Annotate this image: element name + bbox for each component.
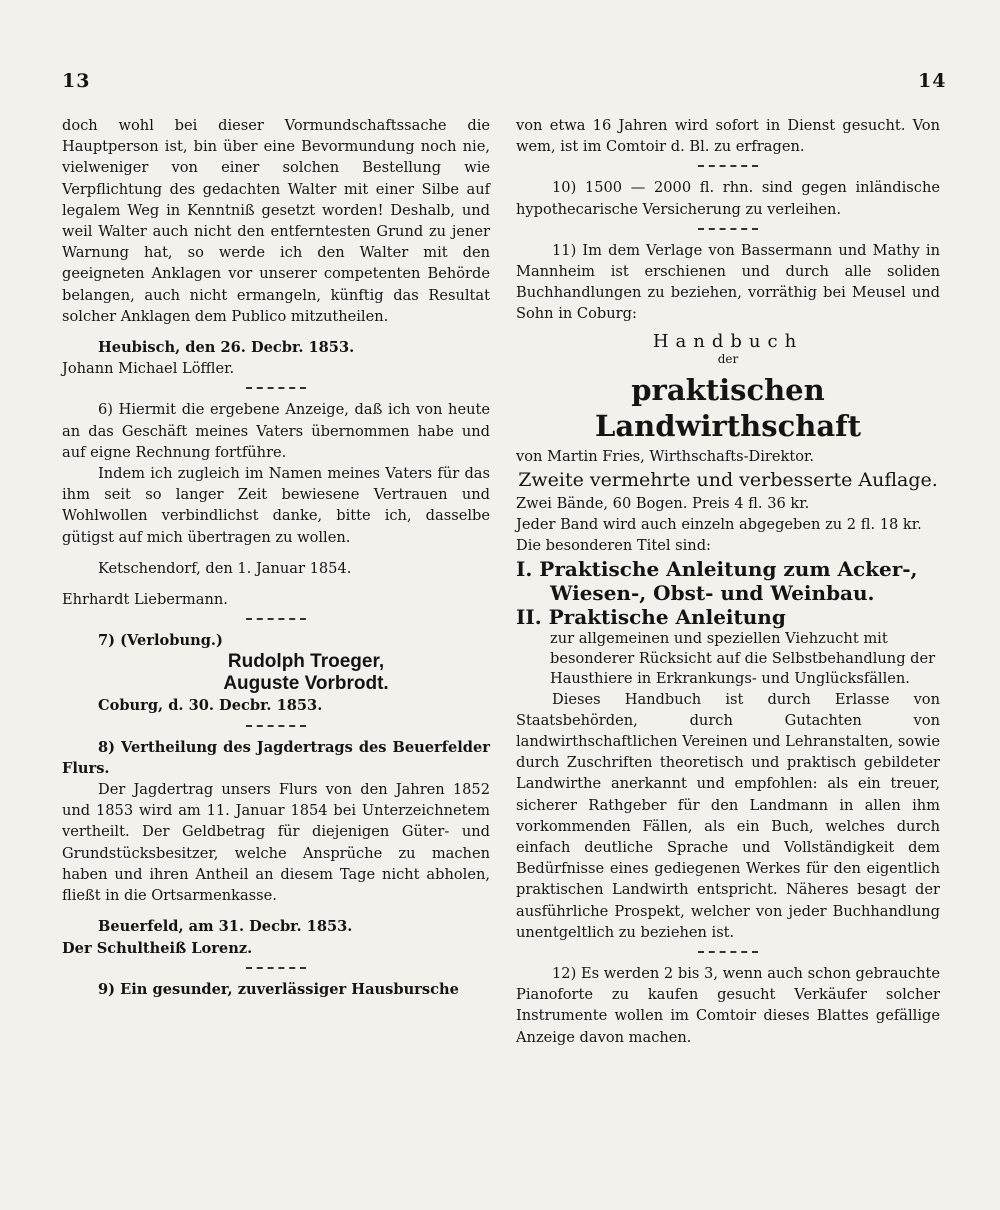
book-volume-2: II. Praktische Anleitung bbox=[516, 604, 786, 629]
notice-9-text: 9) Ein gesunder, zuverlässiger Hausbursche bbox=[98, 980, 459, 998]
book-title-handbuch: Handbuch bbox=[652, 330, 804, 352]
separator-rule bbox=[698, 951, 758, 953]
separator-rule bbox=[246, 967, 306, 969]
separator-rule bbox=[246, 618, 306, 620]
book-price: Zwei Bände, 60 Bogen. Preis 4 fl. 36 kr. bbox=[516, 495, 810, 513]
engagement-names bbox=[62, 651, 490, 695]
book-single-price: Jeder Band wird auch einzeln abgegeben zu 2 fl. 18 kr. bbox=[516, 516, 922, 534]
left-column bbox=[62, 115, 490, 1000]
notice-8-place-date: Beuerfeld, am 31. Decbr. 1853. bbox=[98, 918, 353, 936]
notice-6-place-date: Ketschendorf, den 1. Januar 1854. bbox=[98, 559, 352, 577]
notice-6-text: 6) Hiermit die ergebene Anzeige, daß ich von heute an das Geschäft meines Vaters übernommen habe und auf eigne Rechnung fortführe. bbox=[62, 401, 490, 461]
book-byline: von Martin Fries, Wirthschafts-Direktor. bbox=[516, 447, 815, 465]
separator-rule bbox=[698, 228, 758, 230]
notice-continued-text: doch wohl bei dieser Vormundschaftssache die Hauptperson ist, bin über eine Bevormundung noch nie, vielweniger von einer solchen Bestellung wie Verpflichtung des gedachten Walter mit einer Silbe auf legalem Weg in Kenntniß gesetzt worden! Deshalb, und weil Walter auch nicht den entferntesten Grund zu jener Warnung hat, so werde ich den Walter mit den geeigneten Anklagen vor unserer competenten Behörde belangen, auch nicht ermangeln, künftig das Resultat solcher Anklagen dem Publico mitzutheilen. bbox=[62, 117, 490, 325]
notice-8-heading: 8) Vertheilung des Jagdertrags des Beuerfelder Flurs. bbox=[62, 738, 490, 777]
notice-11-text: 11) Im dem Verlage von Bassermann und Mathy in Mannheim ist erschienen und durch alle soliden Buchhandlungen zu beziehen, vorräthig bei Meusel und Sohn in Coburg: bbox=[516, 241, 940, 323]
notice-signature: Johann Michael Löffler. bbox=[62, 360, 235, 378]
book-title-der: der bbox=[717, 351, 739, 366]
book-volume-1: I. Praktische Anleitung zum Acker-, Wiesen-, Obst- und Weinbau. bbox=[516, 556, 918, 605]
notice-9-continued-text: von etwa 16 Jahren wird sofort in Dienst gesucht. Von wem, ist im Comtoir d. Bl. zu erfragen. bbox=[516, 117, 940, 156]
notice-7-place-date: Coburg, d. 30. Decbr. 1853. bbox=[98, 697, 323, 715]
book-edition: Zweite vermehrte und verbesserte Auflage. bbox=[518, 469, 938, 492]
book-titles-intro: Die besonderen Titel sind: bbox=[516, 537, 711, 555]
page-number-left: 13 bbox=[62, 70, 91, 92]
right-column bbox=[516, 115, 940, 1048]
separator-rule bbox=[246, 387, 306, 389]
separator-rule bbox=[246, 725, 306, 727]
book-description: Dieses Handbuch ist durch Erlasse von Staatsbehörden, durch Gutachten von landwirthschaftlichen Vereinen und Lehranstalten, sowie durch Zuschriften theoretisch und praktisch gebildeter Landwirthe anerkannt und empfohlen: als ein treuer, sicherer Rathgeber für den Landmann in allen ihm vorkommenden Fällen, als ein Buch, welches durch einfach deutliche Sprache und Vollständigkeit dem Bedürfnisse eines gediegenen Werkes für den eigentlich praktischen Landwirth entspricht. Näheres besagt der ausführliche Prospekt, welcher von jeder Buchhandlung unentgeltlich zu beziehen ist. bbox=[516, 690, 940, 941]
notice-12-text: 12) Es werden 2 bis 3, wenn auch schon gebrauchte Pianoforte zu kaufen gesucht Verkäufer solcher Instrumente wollen im Comtoir dieses Blattes gefällige Anzeige davon machen. bbox=[516, 965, 940, 1046]
notice-8-signature: Der Schultheiß Lorenz. bbox=[62, 939, 253, 957]
separator-rule bbox=[698, 165, 758, 167]
book-volume-list bbox=[516, 557, 940, 689]
page-number-right: 14 bbox=[918, 70, 947, 92]
engagement-name-2: Auguste Vorbrodt. bbox=[223, 673, 389, 695]
notice-10-text: 10) 1500 — 2000 fl. rhn. sind gegen inländische hypothecarische Versicherung zu verleihen. bbox=[516, 179, 940, 218]
book-title-main: praktischen Landwirthschaft bbox=[594, 372, 861, 443]
book-volume-2-description: zur allgemeinen und speziellen Viehzucht mit besonderer Rücksicht auf die Selbstbehandlung der Hausthiere in Erkrankungs- und Unglücksfällen. bbox=[550, 629, 936, 687]
notice-6-text-2: Indem ich zugleich im Namen meines Vaters für das ihm seit so langer Zeit bewiesene Vertrauen und Wohlwollen verbindlichst danke, bitte ich, dasselbe gütigst auf mich übertragen zu wollen. bbox=[62, 465, 490, 546]
notice-6-signature: Ehrhardt Liebermann. bbox=[62, 591, 228, 609]
notice-7-heading: 7) (Verlobung.) bbox=[98, 632, 223, 650]
engagement-name-1: Rudolph Troeger, bbox=[227, 651, 385, 673]
notice-place-date: Heubisch, den 26. Decbr. 1853. bbox=[98, 339, 355, 357]
notice-8-text: Der Jagdertrag unsers Flurs von den Jahren 1852 und 1853 wird am 11. Januar 1854 bei Unterzeichnetem vertheilt. Der Geldbetrag für diejenigen Güter- und Grundstücksbesitzer, welche Ansprüche zu machen haben und ihren Antheil an diesem Tage nicht abholen, fließt in die Ortsarmenkasse. bbox=[62, 781, 490, 905]
